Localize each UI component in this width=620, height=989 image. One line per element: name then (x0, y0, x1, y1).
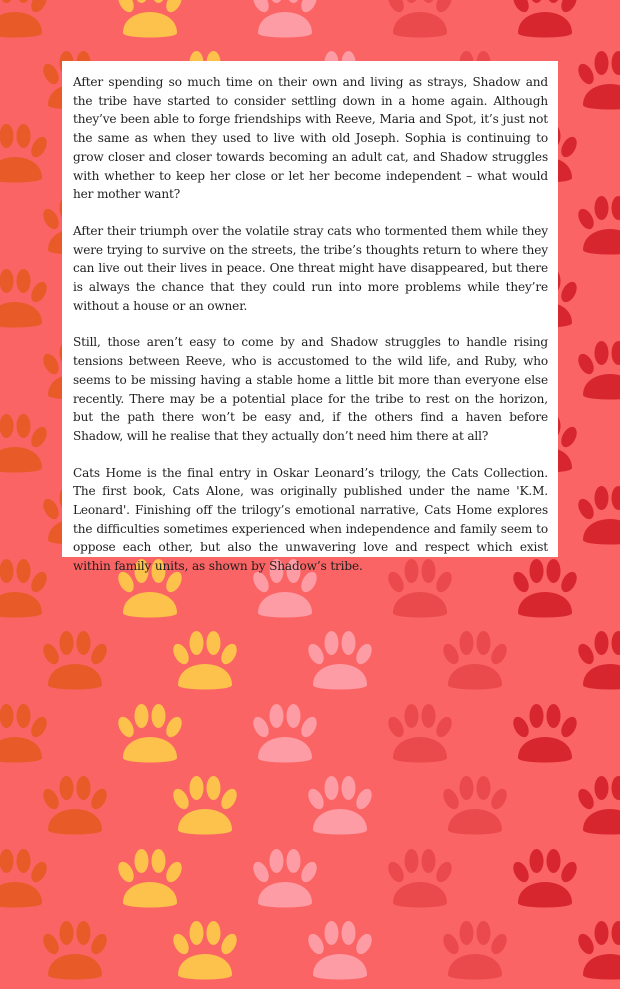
book-description-card (62, 61, 558, 574)
description-paragraph-4: Cats Home is the final entry in Oskar Leonard’s trilogy, the Cats Collection. The first book, Cats Alone, was originally published under the name 'K.M. Leonard'. Finishing off the trilogy’s emotional narrative, Cats Home explores the difficulties sometimes experienced when independence and family seem to oppose each other, but also the unwavering love and respect which exist within family units, as shown by Shadow’s tribe. (73, 465, 548, 574)
description-paragraph-1: After spending so much time on their own and living as strays, Shadow and the tribe have started to consider settling down in a home again. Although they’ve been able to forge friendships with Reeve, Maria and Spot, it’s just not the same as when they used to live with old Joseph. Sophia is continuing to grow closer and closer towards becoming an adult cat, and Shadow struggles with whether to keep her close or let her become independent – what would her mother want? (73, 75, 548, 202)
description-paragraph-2: After their triumph over the volatile stray cats who tormented them while they were trying to survive on the streets, the tribe’s thoughts return to where they can live out their lives in peace. One threat might have disappeared, but there is always the chance that they could run into more problems while they’re without a house or an owner. (73, 223, 548, 313)
description-paragraph-3: Still, those aren’t easy to come by and Shadow struggles to handle rising tensions between Reeve, who is accustomed to the wild life, and Ruby, who seems to be missing having a stable home a little bit more than everyone else recently. There may be a potential place for the tribe to rest on the horizon, but the path there won’t be easy and, if the others find a haven before Shadow, will he realise that they actually don’t need him there at all? (73, 335, 548, 443)
